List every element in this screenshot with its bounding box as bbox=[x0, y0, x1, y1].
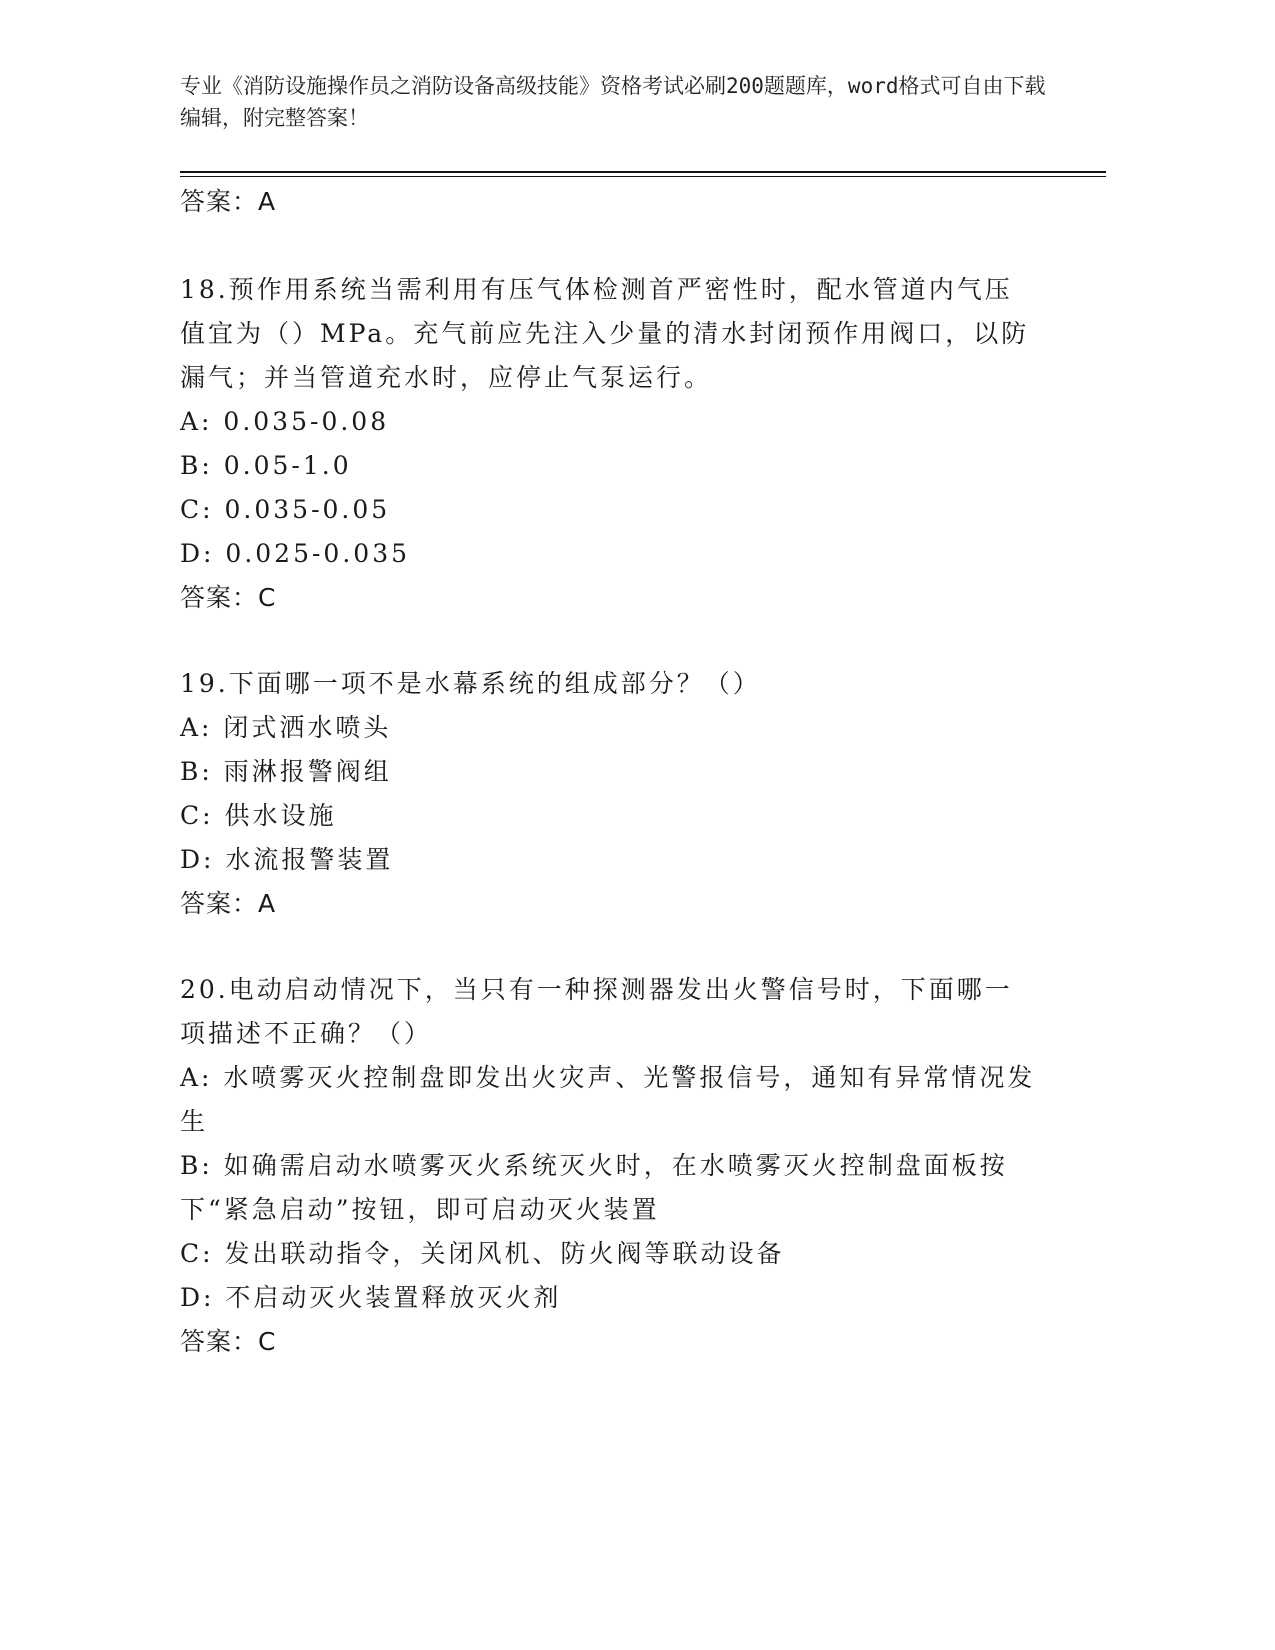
answer-line: 答案：A bbox=[180, 889, 277, 918]
answer-line: 答案：A bbox=[180, 187, 277, 216]
question-text: 19.下面哪一项不是水幕系统的组成部分？（） bbox=[180, 669, 761, 698]
spacer bbox=[180, 926, 1040, 968]
option-d: D: 0.025-0.035 bbox=[180, 539, 411, 568]
question-content bbox=[180, 180, 1040, 1364]
option-c: C: 0.035-0.05 bbox=[180, 495, 391, 524]
question-text: 18.预作用系统当需利用有压气体检测首严密性时，配水管道内气压值宜为（）MPa。充气前应先注入少量的清水封闭预作用阀口，以防漏气；并当管道充水时，应停止气泵运行。 bbox=[180, 275, 1030, 392]
spacer bbox=[180, 620, 1040, 662]
spacer bbox=[180, 224, 1040, 268]
answer-line: 答案：C bbox=[180, 583, 277, 612]
document-header: 专业《消防设施操作员之消防设备高级技能》资格考试必刷200题题库，word格式可自由下载编辑，附完整答案！ bbox=[180, 74, 1046, 130]
header-rule-thin bbox=[180, 176, 1106, 177]
option-c: C: 发出联动指令，关闭风机、防火阀等联动设备 bbox=[180, 1239, 785, 1268]
option-b: B: 雨淋报警阀组 bbox=[180, 757, 392, 786]
header-rule-thick bbox=[180, 171, 1106, 173]
question-block bbox=[180, 662, 1040, 926]
question-text: 20.电动启动情况下，当只有一种探测器发出火警信号时，下面哪一项描述不正确？（） bbox=[180, 975, 1013, 1048]
option-b: B: 如确需启动水喷雾灭火系统灭火时，在水喷雾灭火控制盘面板按下“紧急启动”按钮，即可启动灭火装置 bbox=[180, 1151, 1008, 1224]
option-d: D: 不启动灭火装置释放灭火剂 bbox=[180, 1283, 562, 1312]
answer-line: 答案：C bbox=[180, 1327, 277, 1356]
question-block bbox=[180, 968, 1040, 1364]
option-b: B: 0.05-1.0 bbox=[180, 451, 352, 480]
option-a: A: 闭式洒水喷头 bbox=[180, 713, 392, 742]
option-a: A: 0.035-0.08 bbox=[180, 407, 390, 436]
question-block bbox=[180, 268, 1040, 620]
option-c: C: 供水设施 bbox=[180, 801, 337, 830]
option-d: D: 水流报警装置 bbox=[180, 845, 394, 874]
option-a: A: 水喷雾灭火控制盘即发出火灾声、光警报信号，通知有异常情况发生 bbox=[180, 1063, 1036, 1136]
